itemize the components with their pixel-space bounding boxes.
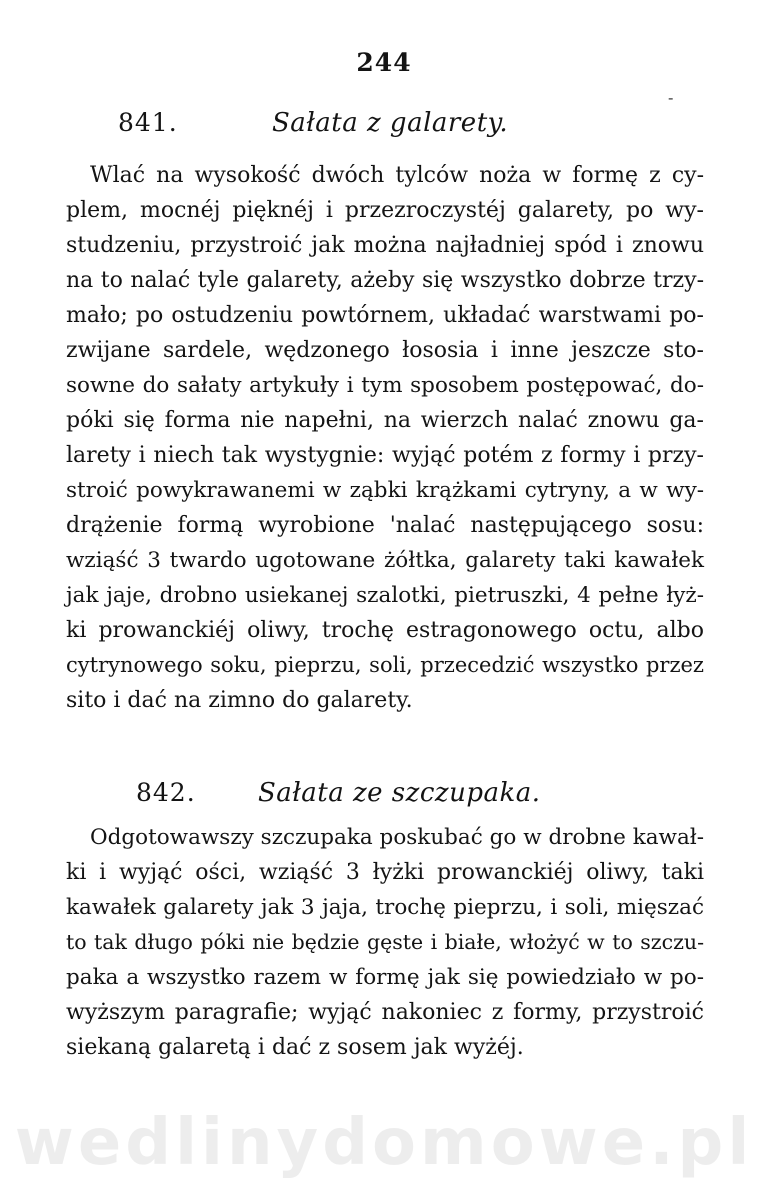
page-number: 244 [356,48,412,77]
text-line: plem, mocnéj pięknéj i przezroczystéj galarety, po wy- [66,198,704,223]
text-line: wyższym paragrafie; wyjąć nakoniec z formy, przystroić [66,1000,704,1025]
text-line: paka a wszystko razem w formę jak się powiedziało w po- [66,965,704,990]
recipe-number: 842. [136,778,196,807]
text-line: Odgotowawszy szczupaka poskubać go w drobne kawał- [90,825,704,850]
print-mark: - [668,88,674,107]
recipe-title: Sałata ze szczupaka. [258,778,541,808]
text-line: studzeniu, przystroić jak można najładniej spód i znowu [66,233,704,258]
text-line: wziąść 3 twardo ugotowane żółtka, galarety taki kawałek [66,548,704,573]
recipe-heading-842 [0,778,768,818]
text-line: kawałek galarety jak 3 jaja, trochę pieprzu, i soli, mięszać [66,895,704,920]
text-line: ki prowanckiéj oliwy, trochę estragonowego octu, albo [66,618,704,643]
text-line: jak jaje, drobno usiekanej szalotki, pietruszki, 4 pełne łyż- [66,583,704,608]
recipe-number: 841. [118,108,178,137]
text-line: cytrynowego soku, pieprzu, soli, przecedzić wszystko przez [66,653,704,677]
text-line: póki się forma nie napełni, na wierzch nalać znowu ga- [66,408,704,433]
recipe-title: Sałata z galarety. [272,108,509,138]
text-line: to tak długo póki nie będzie gęste i białe, włożyć w to szczu- [66,930,704,954]
text-line: drążenie formą wyrobione 'nalać następującego sosu: [66,513,704,538]
text-line: sowne do sałaty artykuły i tym sposobem postępować, do- [66,373,704,398]
text-line: Wlać na wysokość dwóch tylców noża w formę z cy- [90,163,704,188]
text-line: siekaną galaretą i dać z sosem jak wyżéj. [66,1035,524,1060]
text-line: mało; po ostudzeniu powtórnem, układać warstwami po- [66,303,704,328]
text-line: zwijane sardele, wędzonego łososia i inne jeszcze sto- [66,338,704,363]
recipe-body-841 [66,158,704,718]
text-line: stroić powykrawanemi w ząbki krążkami cytryny, a w wy- [66,478,704,503]
watermark: wedlinydomowe.pl [14,1106,754,1180]
recipe-body-842 [66,820,704,1065]
text-line: ki i wyjąć ości, wziąść 3 łyżki prowanckiéj oliwy, taki [66,860,704,885]
text-line: na to nalać tyle galarety, ażeby się wszystko dobrze trzy- [66,268,704,293]
text-line: sito i dać na zimno do galarety. [66,688,413,713]
recipe-heading-841 [0,108,768,148]
text-line: larety i niech tak wystygnie: wyjąć potém z formy i przy- [66,443,704,468]
